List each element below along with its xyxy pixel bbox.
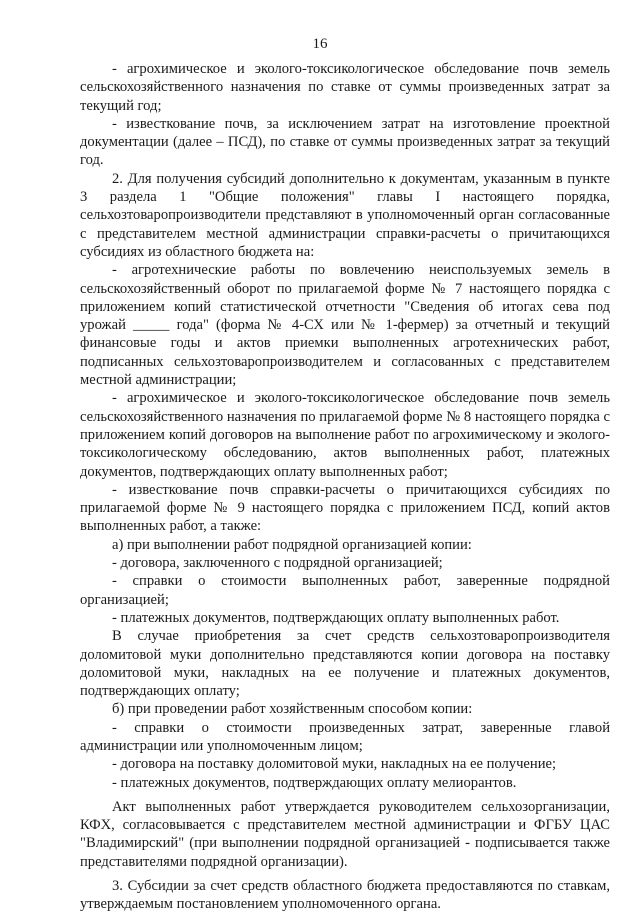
paragraph-contractor-copies: а) при выполнении работ подрядной организацией копии: [112,536,472,553]
paragraph-item-2: 2. Для получения субсидий дополнительно к документам, указанным в пункте 3 раздела 1 "Общие положения" главы I настоящего порядка, сельхозтоваропроизводители представляют в уполномоченный орган согласованные с представителем местной администрации справки-расчеты о причитающихся субсидиях из областного бюджета на: [80,170,610,260]
paragraph-agrochemical-rate: - агрохимическое и эколого-токсикологическое обследование почв земель сельскохозяйственного назначения по ставке от суммы произведенных затрат за текущий год; [80,61,610,114]
paragraph-contractor-agreement: - договора, заключенного с подрядной организацией; [112,555,443,572]
paragraph-inhouse-payment-docs: - платежных документов, подтверждающих оплату мелиорантов. [112,774,517,791]
paragraph-agrotechnical-form7: - агротехнические работы по вовлечению неиспользуемых земель в сельскохозяйственный оборот по прилагаемой форме № 7 настоящего порядка с приложением копий статистической отчетности "Сведения об итогах сева под урожай _____ года" (форма № 4-СХ или № 1-фермер) за отчетный и текущий финансовые годы и актов приемки выполненных агротехнических работ, подписанных сельхозтоваропроизводителем и согласованных с представителем местной администрации; [80,262,610,389]
paragraph-liming-rate: - известкование почв, за исключением затрат на изготовление проектной документации (далее – ПСД), по ставке от суммы произведенных затрат за текущий год. [80,115,610,169]
paragraph-inhouse-copies: б) при проведении работ хозяйственным способом копии: [112,701,473,718]
paragraph-liming-form9: - известкование почв справки-расчеты о причитающихся субсидиях по прилагаемой форме № 9 настоящего порядка с приложением ПСД, копий актов выполненных работ, а также: [80,481,610,535]
paragraph-acceptance-act: Акт выполненных работ утверждается руководителем сельхозорганизации, КФХ, согласовывается с представителем местной администрации и ФГБУ ЦАС "Владимирский" (при выполнении подрядной организацией - подписывается также представителями подрядной организации). [80,798,610,870]
page-number: 16 [312,36,328,52]
document-body [80,60,610,914]
paragraph-dolomite-purchase: В случае приобретения за счет средств сельхозтоваропроизводителя доломитовой муки дополнительно представляются копии договора на поставку доломитовой муки, накладных на ее получение и платежных документов, подтверждающих оплату; [80,628,610,700]
paragraph-inhouse-cost-certificates: - справки о стоимости произведенных затрат, заверенные главой администрации или уполномоченным лицом; [80,719,610,754]
paragraph-contractor-payment-docs: - платежных документов, подтверждающих оплату выполненных работ. [112,609,560,626]
paragraph-agrochemical-form8: - агрохимическое и эколого-токсикологическое обследование почв земель сельскохозяйственного назначения по прилагаемой форме № 8 настоящего порядка с приложением копий договоров на выполнение работ по агрохимическому и эколого-токсикологическому обследованию, актов выполненных работ, платежных документов, подтверждающих оплату выполненных работ; [80,390,610,480]
paragraph-contractor-cost-certificates: - справки о стоимости выполненных работ, заверенные подрядной организацией; [80,573,610,608]
paragraph-item-3: 3. Субсидии за счет средств областного бюджета предоставляются по ставкам, утверждаемым постановлением уполномоченного органа. [80,878,610,913]
paragraph-inhouse-dolomite-agreement: - договора на поставку доломитовой муки, накладных на ее получение; [112,756,557,773]
